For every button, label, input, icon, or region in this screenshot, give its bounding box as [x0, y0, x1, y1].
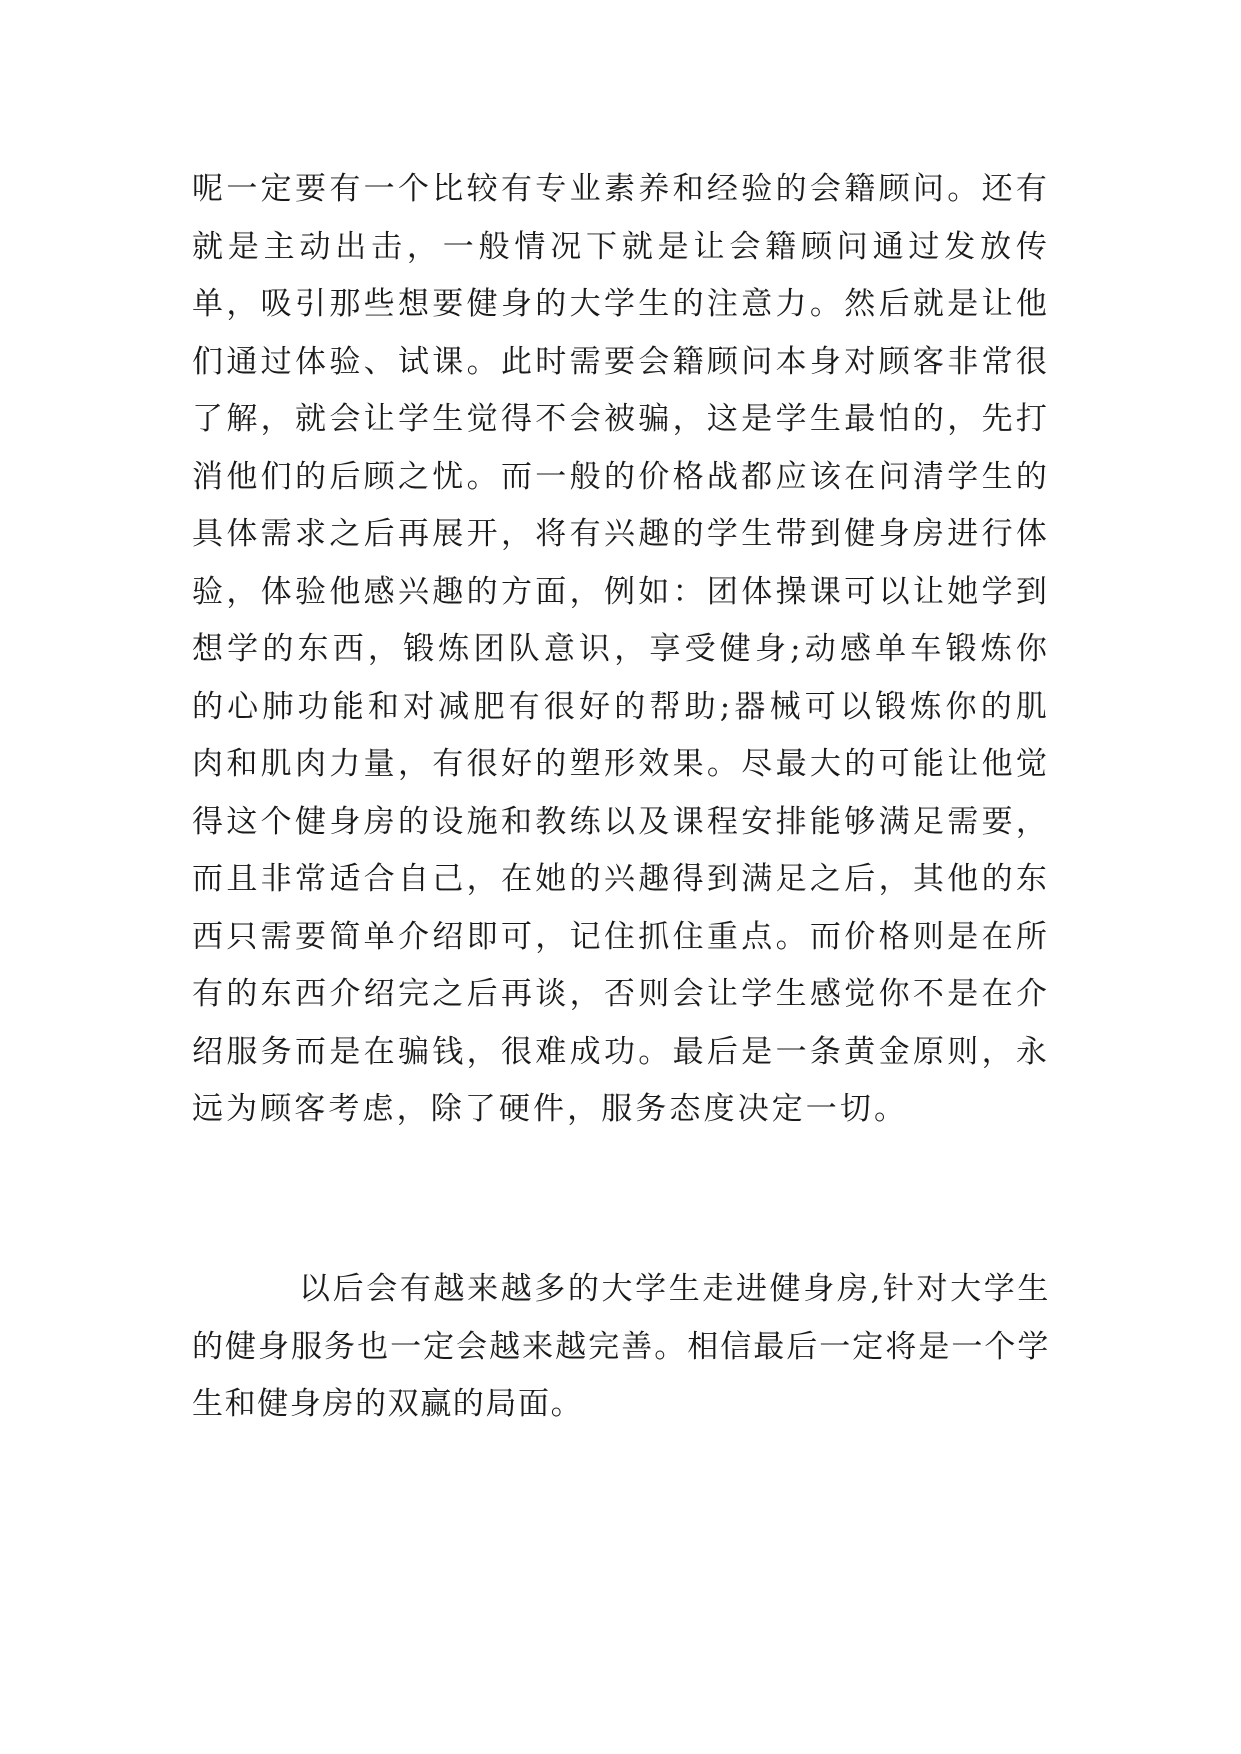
body-paragraph-1: 呢一定要有一个比较有专业素养和经验的会籍顾问。还有就是主动出击，一般情况下就是让会籍顾问通过发放传单，吸引那些想要健身的大学生的注意力。然后就是让他们通过体验、试课。此时需要会籍顾问本身对顾客非常很了解，就会让学生觉得不会被骗，这是学生最怕的，先打消他们的后顾之忧。而一般的价格战都应该在问清学生的具体需求之后再展开，将有兴趣的学生带到健身房进行体验，体验他感兴趣的方面，例如：团体操课可以让她学到想学的东西，锻炼团队意识，享受健身;动感单车锻炼你的心肺功能和对减肥有很好的帮助;器械可以锻炼你的肌肉和肌肉力量，有很好的塑形效果。尽最大的可能让他觉得这个健身房的设施和教练以及课程安排能够满足需要，而且非常适合自己，在她的兴趣得到满足之后，其他的东西只需要简单介绍即可，记住抓住重点。而价格则是在所有的东西介绍完之后再谈，否则会让学生感觉你不是在介绍服务而是在骗钱，很难成功。最后是一条黄金原则，永远为顾客考虑，除了硬件，服务态度决定一切。 [192, 171, 1050, 1127]
body-paragraph-2: 以后会有越来越多的大学生走进健身房,针对大学生的健身服务也一定会越来越完善。相信最后一定将是一个学生和健身房的双赢的局面。 [192, 1271, 1050, 1422]
